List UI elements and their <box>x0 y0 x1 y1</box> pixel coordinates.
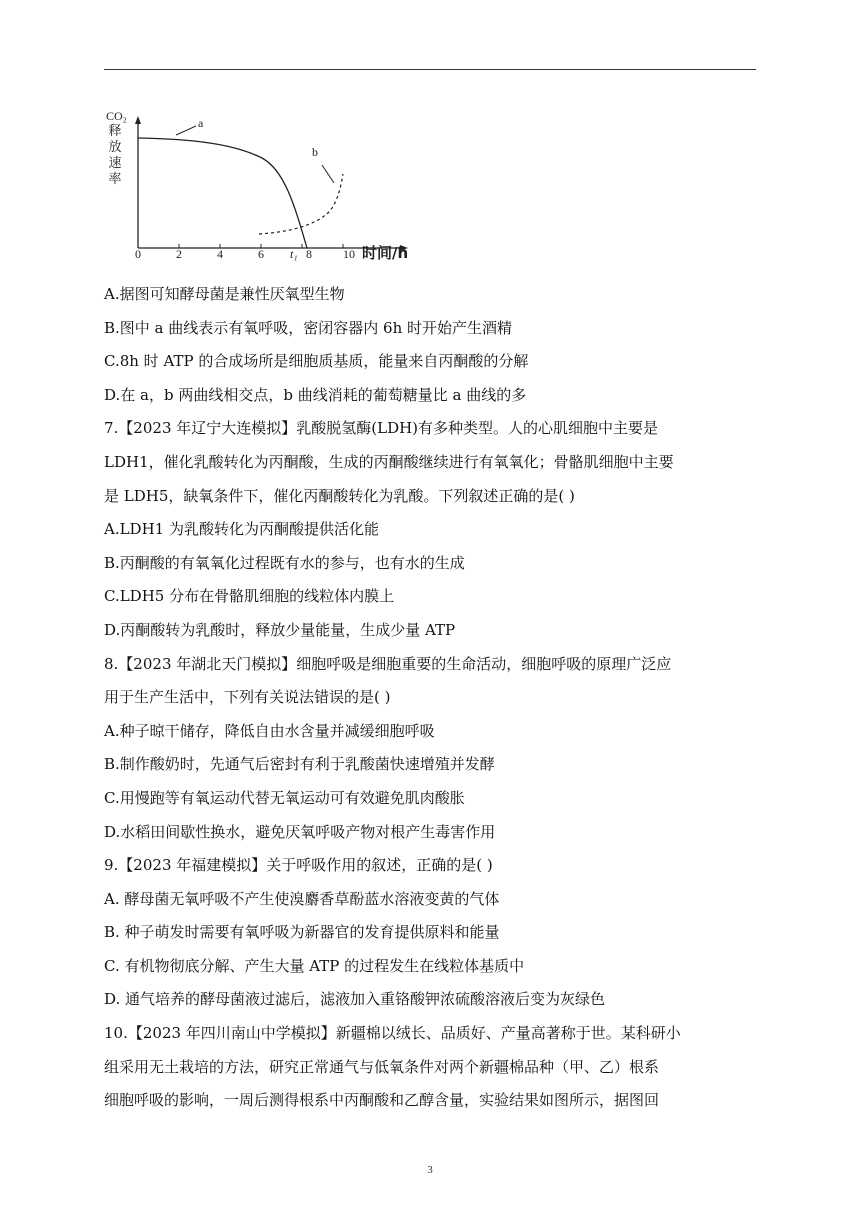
y-label-char: 放 <box>108 140 122 155</box>
option-line: B.制作酸奶时，先通气后密封有利于乳酸菌快速增殖并发酵 <box>104 755 495 774</box>
curve-a-leader <box>176 126 196 135</box>
curve-b-label: b <box>312 145 318 159</box>
question-stem-line: 8.【2023 年湖北天门模拟】细胞呼吸是细胞重要的生命活动，细胞呼吸的原理广泛应 <box>104 654 672 673</box>
option-line: D.在 a，b 两曲线相交点，b 曲线消耗的葡萄糖量比 a 曲线的多 <box>104 385 527 404</box>
y-axis-arrow <box>135 116 141 124</box>
curve-a <box>138 138 307 248</box>
x-tick-label: 8 <box>306 247 312 261</box>
option-line: A. 酵母菌无氧呼吸不产生使溴麝香草酚蓝水溶液变黄的气体 <box>104 889 500 908</box>
option-line: D.水稻田间歇性换水，避免厌氧呼吸产物对根产生毒害作用 <box>104 822 496 841</box>
question-stem-line: 10.【2023 年四川南山中学模拟】新疆棉以绒长、品质好、产量高著称于世。某科研小 <box>104 1024 681 1043</box>
page-number: 3 <box>427 1164 433 1176</box>
curve-b <box>259 174 343 234</box>
header-rule <box>104 69 756 70</box>
x-tick-label: 2 <box>176 247 182 261</box>
question-stem-line: 组采用无土栽培的方法，研究正常通气与低氧条件对两个新疆棉品种（甲、乙）根系 <box>104 1057 660 1076</box>
x-tick-label: 6 <box>258 247 264 261</box>
curve-b-leader <box>322 165 334 183</box>
question-text <box>104 278 764 1118</box>
question-stem-line: 用于生产生活中，下列有关说法错误的是( ) <box>104 688 391 707</box>
option-line: C.8h 时 ATP 的合成场所是细胞质基质，能量来自丙酮酸的分解 <box>104 352 529 371</box>
curve-a-label: a <box>198 116 204 130</box>
option-line: B. 种子萌发时需要有氧呼吸为新器官的发育提供原料和能量 <box>104 923 500 942</box>
question-stem-line: LDH1，催化乳酸转化为丙酮酸，生成的丙酮酸继续进行有氧氧化；骨骼肌细胞中主要 <box>104 452 674 471</box>
co2-release-rate-figure <box>104 108 424 274</box>
y-label-char: 速 <box>108 156 122 171</box>
option-line: C.LDH5 分布在骨骼肌细胞的线粒体内膜上 <box>104 587 395 606</box>
question-stem-line: 7.【2023 年辽宁大连模拟】乳酸脱氢酶(LDH)有多种类型。人的心肌细胞中主要是 <box>104 419 659 438</box>
option-line: A.LDH1 为乳酸转化为丙酮酸提供活化能 <box>104 520 379 539</box>
y-label-char: 率 <box>108 172 122 187</box>
question-stem-line: 9.【2023 年福建模拟】关于呼吸作用的叙述，正确的是( ) <box>104 856 493 875</box>
x-tick-label: 4 <box>217 247 223 261</box>
question-stem-line: 细胞呼吸的影响，一周后测得根系中丙酮酸和乙醇含量，实验结果如图所示，据图回 <box>104 1091 660 1110</box>
x-axis-title: 时间/h <box>362 244 409 262</box>
option-line: B.丙酮酸的有氧氧化过程既有水的参与，也有水的生成 <box>104 553 465 572</box>
option-line: D. 通气培养的酵母菌液过滤后，滤液加入重铬酸钾浓硫酸溶液后变为灰绿色 <box>104 990 606 1009</box>
question-stem-line: 是 LDH5，缺氧条件下，催化丙酮酸转化为乳酸。下列叙述正确的是( ) <box>104 486 575 505</box>
option-line: C.用慢跑等有氧运动代替无氧运动可有效避免肌肉酸胀 <box>104 788 465 807</box>
y-label-char: 释 <box>108 124 122 139</box>
x-tick-label: 0 <box>135 247 141 261</box>
option-line: D.丙酮酸转为乳酸时，释放少量能量，生成少量 ATP <box>104 620 456 639</box>
option-line: C. 有机物彻底分解、产生大量 ATP 的过程发生在线粒体基质中 <box>104 956 525 975</box>
x-tick-label: 10 <box>343 247 355 261</box>
option-line: A.种子晾干储存，降低自由水含量并减缓细胞呼吸 <box>104 721 435 740</box>
option-line: B.图中 a 曲线表示有氧呼吸，密闭容器内 6h 时开始产生酒精 <box>104 318 513 337</box>
option-line: A.据图可知酵母菌是兼性厌氧型生物 <box>104 285 345 303</box>
y-label-co2: CO₂ <box>106 109 127 123</box>
y-axis-label <box>106 108 127 188</box>
x-tick-label: t₁ <box>290 247 298 261</box>
